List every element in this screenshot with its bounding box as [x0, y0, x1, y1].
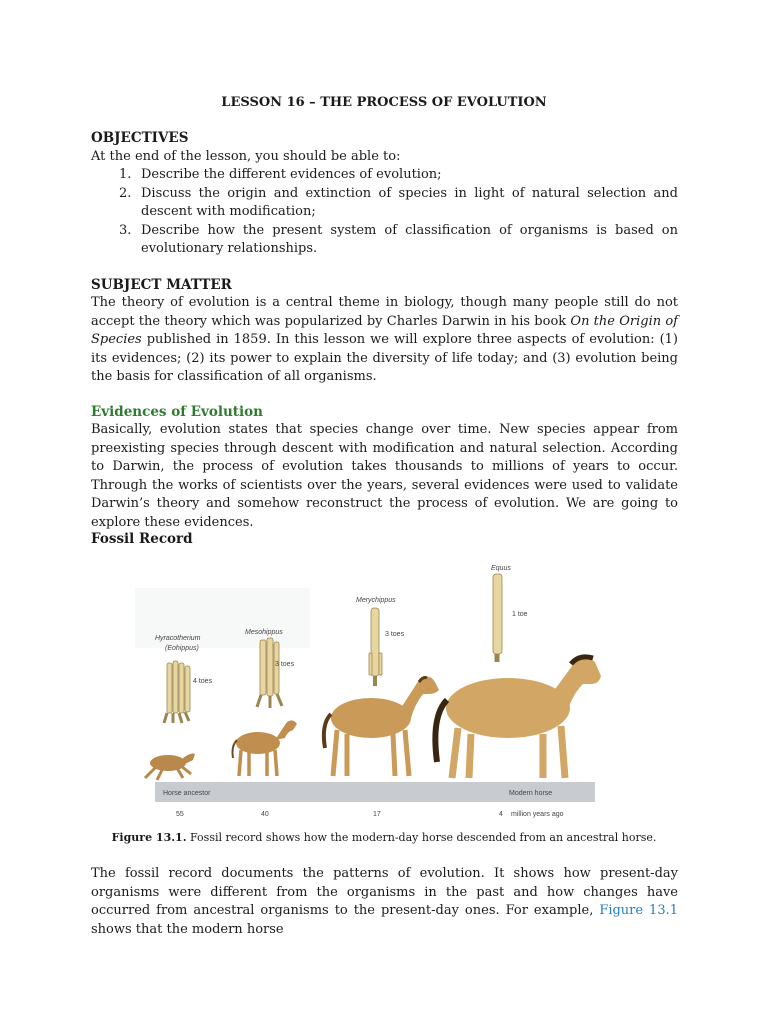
objective-item: [91, 222, 678, 259]
toe-count-label: 1 toe: [512, 611, 528, 618]
timeline-right-label: Modern horse: [509, 790, 553, 797]
timeline-left-label: Horse ancestor: [163, 790, 211, 797]
figure-reference-link[interactable]: Figure 13.1: [599, 903, 679, 918]
objective-number: 1.: [119, 167, 132, 182]
fossil-text-part: shows that the modern horse: [91, 921, 284, 937]
subject-matter-paragraph: [91, 294, 678, 387]
subject-matter-heading: SUBJECT MATTER: [91, 277, 232, 293]
subject-text-part: The theory of evolution is a central theme in biology, though many people still do not accept the theory which was popularized by Charles Darwin in his book: [91, 295, 678, 329]
species-label: (Eohippus): [165, 645, 199, 652]
mesohippus-foot-bones: [257, 638, 282, 708]
evidences-heading: Evidences of Evolution: [91, 404, 263, 420]
lesson-title: LESSON 16 – THE PROCESS OF EVOLUTION: [221, 95, 547, 110]
objectives-intro: At the end of the lesson, you should be able to:: [91, 149, 401, 164]
objectives-list: [91, 166, 678, 259]
fossil-record-heading: Fossil Record: [91, 531, 193, 547]
subject-text-part: published in 1859. In this lesson we will explore three aspects of evolution: (1) its evidences; (2) its power to explain the diversity of life today; and (3) evolution being the basis for classification of all organisms.: [91, 332, 678, 384]
toe-count-label: 3 toes: [275, 661, 295, 668]
species-label: Merychippus: [356, 597, 396, 604]
toe-count-label: 4 toes: [193, 678, 213, 685]
fossil-record-paragraph: [91, 865, 678, 939]
timeline-tick-label: 40: [261, 811, 269, 818]
timeline-tick-label: 4: [499, 811, 503, 818]
toe-count-label: 3 toes: [385, 631, 405, 638]
objective-text: Describe how the present system of classification of organisms is based on evolutionary relationships.: [141, 222, 678, 256]
species-label: Equus: [491, 565, 511, 572]
fossil-text-part: The fossil record documents the patterns of evolution. It shows how present-day organisms were different from the organisms in the past and how changes have occurred from ancestral organisms to the present-day ones. For example,: [91, 866, 678, 918]
objective-number: 2.: [119, 185, 132, 201]
figure-caption-label: Figure 13.1.: [111, 831, 187, 844]
objective-text: Describe the different evidences of evolution;: [141, 167, 442, 182]
species-label: Mesohippus: [245, 629, 283, 636]
objectives-heading: OBJECTIVES: [91, 130, 189, 146]
figure-caption: [0, 831, 768, 844]
horse-evolution-figure: [133, 558, 633, 828]
figure-caption-text: Fossil record shows how the modern-day horse descended from an ancestral horse.: [186, 831, 657, 844]
timeline-unit-label: million years ago: [511, 811, 564, 818]
timeline-tick-label: 55: [176, 811, 184, 818]
book-title: On the Origin of Species: [91, 313, 678, 347]
timeline-tick-label: 17: [373, 811, 381, 818]
objective-text: Discuss the origin and extinction of species in light of natural selection and descent with modification;: [141, 185, 678, 219]
evidences-paragraph: Basically, evolution states that species change over time. New species appear from preexisting species through descent with modification and natural selection. According to Darwin, the process of evolution takes thousands to millions of years to occur. Through the works of scientists over the years, several evidences were used to validate Darwin’s theory and somehow reconstruct the process of evolution. We are going to explore these evidences.: [91, 422, 678, 530]
objective-item: [91, 166, 678, 185]
objective-item: [91, 185, 678, 222]
equus-foot-bones: [493, 574, 502, 662]
species-label: Hyracotherium: [155, 635, 201, 642]
objective-number: 3.: [119, 222, 132, 238]
